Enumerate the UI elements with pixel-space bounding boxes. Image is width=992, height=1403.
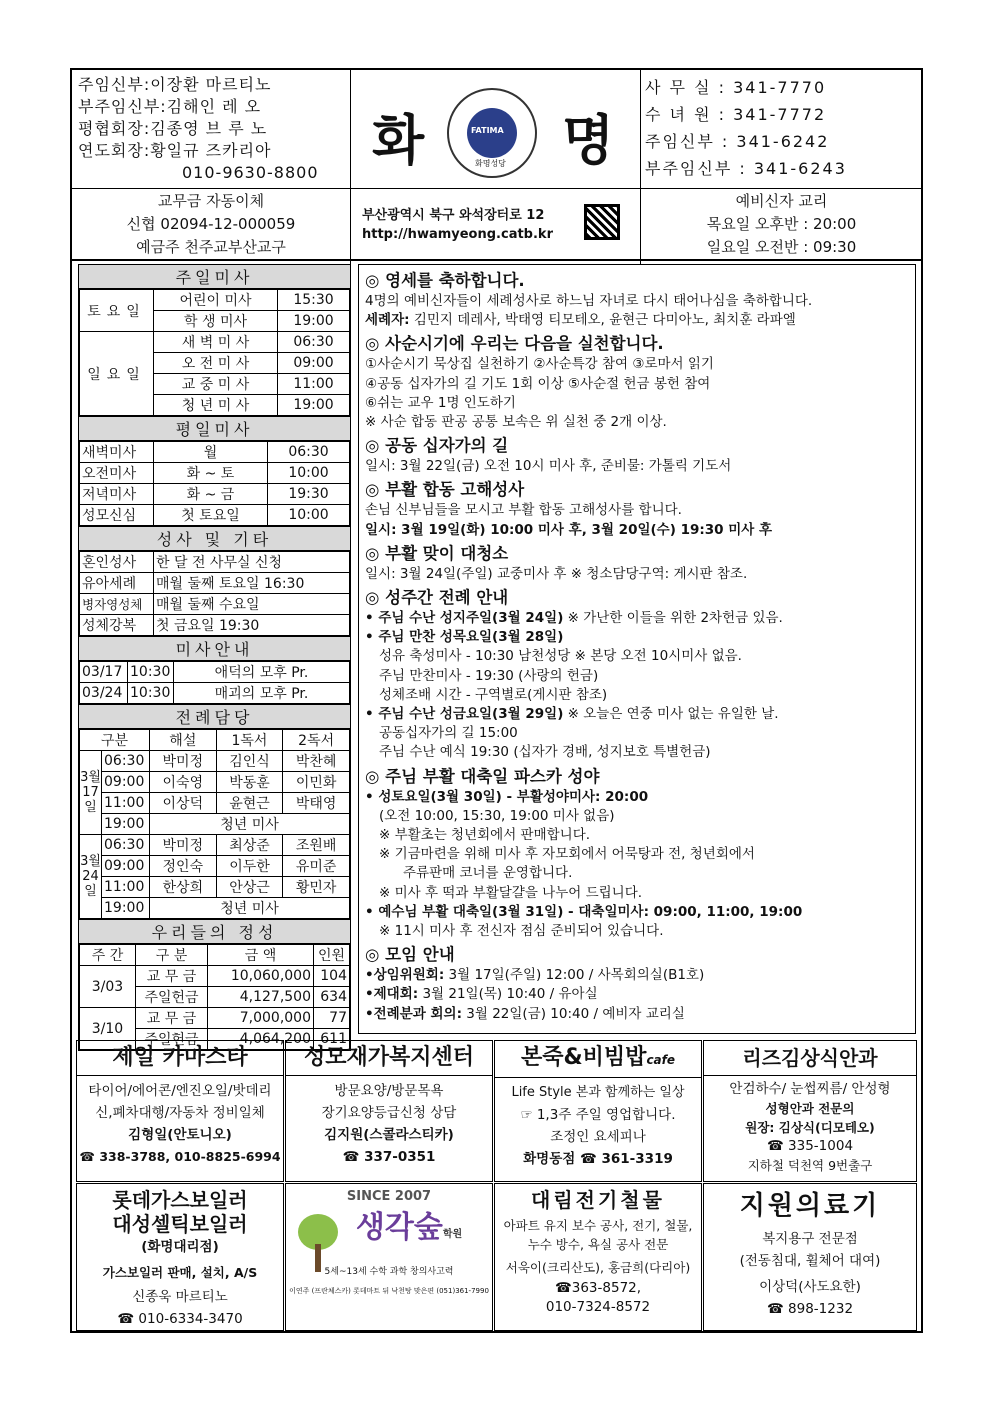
weekday-days: 월 (154, 442, 268, 463)
sacraments-table (79, 551, 350, 636)
intent-time: 10:30 (128, 662, 174, 683)
ad-title: 리즈김상식안과 (704, 1041, 916, 1076)
liturgy-commentator: 정인숙 (150, 856, 217, 877)
donation-account: 신협 02094-12-000059 (126, 215, 296, 233)
sun-mass-time: 09:00 (278, 353, 350, 374)
news-line: ⑥쉬는 교우 1명 인도하기 (365, 394, 516, 411)
offering-header: 인원 (314, 945, 350, 966)
liturgy-reader2: 조원배 (283, 835, 350, 856)
ad-line: Life Style 본과 함께하는 일상 (511, 1085, 685, 1100)
offering-amount: 4,064,200 (208, 1029, 314, 1050)
offering-type: 교 무 금 (136, 1008, 208, 1029)
ad-line: 이연주 (프란체스카) 롯데마트 뒤 낙천탕 맞은편 (051)361-7990 (289, 1287, 489, 1295)
ad-line: 서욱이(크리산도), 홍금희(다리아) (505, 1260, 691, 1275)
liturgy-time: 06:30 (102, 751, 150, 772)
phone-office: 사 무 실 : 341-7770 (645, 78, 827, 97)
weekday-label: 성모신심 (80, 505, 154, 526)
sat-mass-name: 학 생 미사 (154, 311, 278, 332)
news-line: • 주님 수난 성지주일(3월 24일) ※ 가난한 이들을 위한 2차헌금 있음. (365, 610, 783, 627)
ad-hardware (494, 1183, 702, 1331)
bulletin-frame (70, 68, 923, 1333)
liturgy-youth: 청년 미사 (150, 814, 350, 835)
ad-line: ☎ 335-1004 (766, 1138, 854, 1154)
news-line: 성유 축성미사 - 10:30 남천성당 ※ 본당 오전 10시미사 없음. (379, 648, 742, 665)
weekday-label: 오전미사 (80, 463, 154, 484)
news-line: 공동십자가의 길 15:00 (379, 725, 518, 742)
news-column (358, 264, 916, 1034)
ad-title: 지원의료기 (739, 1191, 881, 1221)
phone-priest: 주임신부 : 341-6242 (645, 132, 830, 151)
weekday-time: 10:00 (268, 505, 350, 526)
donation-info (72, 190, 350, 259)
news-line: 주님 수난 예식 19:30 (십자가 경배, 성지보호 특별헌금) (379, 744, 711, 761)
liturgy-commentator: 이숙영 (150, 772, 217, 793)
ad-title: 롯데가스보일러 (112, 1188, 248, 1212)
news-line: • 예수님 부활 대축일(3월 31일) - 대축일미사: 09:00, 11:00, 19:00 (365, 903, 803, 920)
sacrament-info: 한 달 전 사무실 신청 (154, 552, 350, 573)
ad-line: 화명동점 ☎ 361-3319 (523, 1151, 673, 1167)
ad-line: 안검하수/ 눈썹찌름/ 안성형 (729, 1081, 891, 1097)
ad-academy (285, 1183, 493, 1331)
title-left: 화 (372, 109, 425, 172)
weekday-days: 첫 토요일 (154, 505, 268, 526)
sun-label: 일요일 (80, 332, 154, 416)
donation-title: 교무금 자동이체 (157, 192, 265, 210)
liturgy-reader2: 유미준 (283, 856, 350, 877)
news-line: ①사순시기 묵상집 실천하기 ②사순특강 참여 ③로마서 읽기 (365, 356, 714, 373)
staff-phone: 010-9630-8800 (182, 163, 319, 182)
ad-line: (화명대리점) (141, 1239, 219, 1255)
ad-line: 아파트 유지 보수 공사, 전기, 철물, (503, 1218, 693, 1233)
liturgy-time: 09:00 (102, 772, 150, 793)
liturgy-commentator: 한상희 (150, 877, 217, 898)
ad-line: ☎ 010-6334-3470 (117, 1311, 243, 1327)
weekday-days: 화 ~ 토 (154, 463, 268, 484)
liturgy-commentator: 이상덕 (150, 793, 217, 814)
offering-count: 634 (314, 987, 350, 1008)
news-line: 세례자: 김민지 데레사, 박태영 티모테오, 윤현근 다미아노, 최치훈 라파엘 (365, 312, 796, 329)
ad-line: (전동침대, 휠체어 대여) (739, 1253, 881, 1269)
emblem-caption: 화명성당 (475, 159, 506, 168)
sacrament-label: 혼인성사 (80, 552, 154, 573)
catechumen-thu: 목요일 오후반 : 20:00 (706, 215, 857, 233)
ad-camaster (76, 1040, 284, 1182)
ad-title: SINCE 2007 (346, 1189, 432, 1204)
news-line: ※ 부활초는 청년회에서 판매합니다. (379, 827, 591, 844)
ad-line: ☎ 898-1232 (766, 1301, 854, 1317)
news-line: 일시: 3월 19일(화) 10:00 미사 후, 3월 20일(수) 19:30 미사 후 (365, 521, 773, 538)
ad-line: 지하철 덕천역 9번출구 (747, 1158, 873, 1173)
liturgy-header: 2독서 (283, 730, 350, 751)
news-line: 주님 만찬미사 - 19:30 (사랑의 헌금) (379, 667, 599, 684)
news-heading-cleaning: ◎ 부활 맞이 대청소 (365, 543, 509, 563)
offering-amount: 4,127,500 (208, 987, 314, 1008)
ad-title: 본죽&비빔밥cafe (495, 1041, 701, 1078)
ad-title: 성모재가복지센터 (286, 1041, 492, 1076)
weekday-time: 19:30 (268, 484, 350, 505)
ad-title: 대성셀틱보일러 (112, 1212, 248, 1236)
ad-line: 복지용구 전문점 (762, 1231, 858, 1247)
sacrament-info: 첫 금요일 19:30 (154, 615, 350, 636)
ad-line: 누수 방수, 욕실 공사 전문 (527, 1237, 669, 1252)
title-area (352, 70, 642, 190)
liturgy-date: 3월17일 (80, 751, 102, 835)
staff-council: 평협회장:김종영 브 루 노 (78, 119, 268, 138)
ad-medical (703, 1183, 917, 1331)
weekday-time: 06:30 (268, 442, 350, 463)
news-line: 4명의 예비신자들이 세례성사로 하느님 자녀로 다시 태어나심을 축하합니다. (365, 293, 813, 309)
qr-code-icon[interactable] (584, 204, 620, 240)
offering-type: 주일헌금 (136, 987, 208, 1008)
sacrament-info: 매월 둘째 토요일 16:30 (154, 573, 350, 594)
phone-convent: 수 녀 원 : 341-7772 (645, 105, 827, 124)
news-line: 주류판매 코너를 운영합니다. (403, 865, 573, 882)
ad-line: ☞ 1,3주 주일 영업합니다. (520, 1107, 676, 1123)
news-line: ※ 미사 후 떡과 부활달걀을 나누어 드립니다. (379, 884, 643, 901)
ad-line: 장기요양등급신청 상담 (321, 1105, 457, 1121)
ad-title: 제일 카마스타 (77, 1041, 283, 1076)
weekday-time: 10:00 (268, 463, 350, 484)
address: 부산광역시 북구 와석장터로 12 (362, 208, 545, 223)
liturgy-reader1: 박동훈 (216, 772, 283, 793)
news-line: ※ 사순 합동 판공 공통 보속은 위 실천 중 2개 이상. (365, 414, 667, 431)
sun-mass-name: 새 벽 미 사 (154, 332, 278, 353)
ad-eye-clinic (703, 1040, 917, 1182)
liturgy-reader2: 박찬혜 (283, 751, 350, 772)
news-line: •전례분과 회의: 3월 22일(금) 10:40 / 예비자 교리실 (365, 1005, 685, 1022)
staff-priest: 주임신부:이장환 마르티노 (78, 75, 272, 94)
ad-line: ☎363-8572, (554, 1280, 642, 1296)
sat-mass-time: 19:00 (278, 311, 350, 332)
ad-line: ☎ 338-3788, 010-8825-6994 (79, 1149, 281, 1164)
weekday-mass-table (79, 441, 350, 526)
news-heading-confession: ◎ 부활 합동 고해성사 (365, 480, 525, 500)
liturgy-title: 전례담당 (79, 704, 350, 729)
news-line: • 주님 만찬 성목요일(3월 28일) (365, 629, 564, 646)
liturgy-youth: 청년 미사 (150, 898, 350, 919)
news-line: •제대회: 3월 21일(목) 10:40 / 유아실 (365, 986, 598, 1003)
phone-assistant: 부주임신부 : 341-6243 (645, 159, 847, 178)
sacrament-label: 성체강복 (80, 615, 154, 636)
weekday-days: 화 ~ 금 (154, 484, 268, 505)
liturgy-reader1: 윤현근 (216, 793, 283, 814)
news-line: •상임위원회: 3월 17일(주일) 12:00 / 사목회의실(B1호) (365, 967, 705, 984)
offering-header: 주 간 (80, 945, 136, 966)
ad-line: 성형안과 전문의 (765, 1101, 855, 1116)
schedule-column (78, 264, 351, 1051)
liturgy-reader1: 이두한 (216, 856, 283, 877)
news-heading-stations: ◎ 공동 십자가의 길 (365, 436, 509, 456)
offerings-title: 우리들의 정성 (79, 919, 350, 944)
ad-line: 신,폐차대행/자동차 정비일체 (95, 1105, 265, 1121)
intent-group: 애덕의 모후 Pr. (174, 662, 350, 683)
address-block (362, 206, 632, 244)
offering-count: 611 (314, 1029, 350, 1050)
news-line: • 주님 수난 성금요일(3월 29일) ※ 오늘은 연중 미사 없는 유일한 날. (365, 706, 779, 723)
news-line: 손님 신부님들을 모시고 부활 합동 고해성사를 합니다. (365, 502, 682, 519)
tree-icon (298, 1214, 338, 1274)
sat-mass-time: 15:30 (278, 290, 350, 311)
liturgy-table (79, 729, 350, 919)
ad-welfare-center (285, 1040, 493, 1182)
offering-type: 주일헌금 (136, 1029, 208, 1050)
sun-mass-time: 06:30 (278, 332, 350, 353)
news-heading-lent: ◎ 사순시기에 우리는 다음을 실천합니다. (365, 334, 664, 354)
ad-line: 김지원(스콜라스티카) (324, 1127, 454, 1143)
news-line: (오전 10:00, 15:30, 19:00 미사 없음) (379, 807, 615, 824)
weekday-label: 저녁미사 (80, 484, 154, 505)
staff-list (78, 74, 346, 190)
intent-group: 매괴의 모후 Pr. (174, 683, 350, 704)
emblem-text: FATIMA (471, 126, 504, 135)
sunday-mass-title: 주일미사 (79, 265, 350, 289)
ad-line: 5세~13세 수학 과학 창의사고력 (324, 1267, 454, 1277)
ad-line: 010-7324-8572 (545, 1299, 651, 1315)
weekday-label: 새벽미사 (80, 442, 154, 463)
catechumen-info (642, 190, 921, 259)
news-line: ※ 11시 미사 후 전신자 점심 준비되어 있습니다. (379, 923, 664, 940)
liturgy-commentator: 박미정 (150, 751, 217, 772)
title-right: 명 (562, 109, 615, 172)
ad-line: 이상덕(사도요한) (759, 1279, 861, 1295)
news-heading-holy-week: ◎ 성주간 전례 안내 (365, 588, 509, 608)
ad-line: 가스보일러 판매, 설치, A/S (102, 1265, 258, 1280)
liturgy-time: 11:00 (102, 793, 150, 814)
offering-week: 3/03 (80, 966, 136, 1008)
sat-mass-name: 어린이 미사 (154, 290, 278, 311)
weekday-mass-title: 평일미사 (79, 416, 350, 441)
liturgy-commentator: 박미정 (150, 835, 217, 856)
sun-mass-name: 청 년 미 사 (154, 395, 278, 416)
sacraments-title: 성사 및 기타 (79, 526, 350, 551)
ad-boiler (76, 1183, 284, 1331)
news-line: 일시: 3월 22일(금) 오전 10시 미사 후, 준비물: 가톨릭 기도서 (365, 458, 732, 475)
liturgy-header: 해설 (150, 730, 217, 751)
mass-intent-table (79, 661, 350, 704)
sacrament-info: 매월 둘째 수요일 (154, 594, 350, 615)
ad-line: 김형일(안토니오) (128, 1127, 232, 1143)
liturgy-reader2: 박태영 (283, 793, 350, 814)
liturgy-header: 구분 (80, 730, 150, 751)
church-emblem-icon (447, 88, 537, 178)
ad-title: 대림전기철물 (531, 1188, 665, 1212)
ad-line: 조정인 요세피나 (550, 1129, 646, 1145)
staff-assistant: 부주임신부:김해인 레 오 (78, 97, 262, 116)
news-line: 일시: 3월 24일(주일) 교중미사 후 ※ 청소담당구역: 게시판 참조. (365, 565, 748, 582)
sun-mass-name: 오 전 미 사 (154, 353, 278, 374)
offering-count: 77 (314, 1008, 350, 1029)
offering-header: 구 분 (136, 945, 208, 966)
catechumen-sun: 일요일 오전반 : 09:30 (706, 238, 857, 256)
liturgy-reader2: 이민화 (283, 772, 350, 793)
liturgy-time: 19:00 (102, 898, 150, 919)
liturgy-reader1: 김인식 (216, 751, 283, 772)
sat-label: 토요일 (80, 290, 154, 332)
intent-date: 03/17 (80, 662, 128, 683)
sun-mass-name: 교 중 미 사 (154, 374, 278, 395)
liturgy-reader1: 안상근 (216, 877, 283, 898)
liturgy-date: 3월24일 (80, 835, 102, 919)
news-line: • 성토요일(3월 30일) - 부활성야미사: 20:00 (365, 788, 649, 805)
ad-line: 신종욱 마르티노 (132, 1289, 228, 1305)
sacrament-label: 병자영성체 (80, 594, 154, 615)
offerings-table (79, 944, 350, 1050)
intent-date: 03/24 (80, 683, 128, 704)
news-heading-easter-vigil: ◎ 주님 부활 대축일 파스카 성야 (365, 766, 600, 786)
offering-amount: 7,000,000 (208, 1008, 314, 1029)
liturgy-reader1: 최상준 (216, 835, 283, 856)
phone-list (645, 74, 915, 182)
offering-count: 104 (314, 966, 350, 987)
ad-line: 방문요양/방문목욕 (334, 1083, 444, 1099)
academy-brand: 생각숲학원 (355, 1210, 463, 1245)
ad-line: 원장: 김상식(디모테오) (745, 1120, 875, 1135)
news-heading-meetings: ◎ 모임 안내 (365, 945, 455, 965)
sun-mass-time: 11:00 (278, 374, 350, 395)
liturgy-time: 06:30 (102, 835, 150, 856)
sun-mass-time: 19:00 (278, 395, 350, 416)
news-line: 성체조배 시간 - 구역별로(게시판 참조) (379, 686, 608, 703)
offering-week: 3/10 (80, 1008, 136, 1050)
catechumen-title: 예비신자 교리 (735, 192, 828, 210)
liturgy-reader2: 황민자 (283, 877, 350, 898)
website-link[interactable]: http://hwamyeong.catb.kr (362, 227, 553, 242)
mass-intent-title: 미사안내 (79, 636, 350, 661)
liturgy-time: 19:00 (102, 814, 150, 835)
news-heading-baptism: ◎ 영세를 축하합니다. (365, 271, 525, 290)
offering-amount: 10,060,000 (208, 966, 314, 987)
ad-bonjuk (494, 1040, 702, 1182)
news-line: ④공동 십자가의 길 기도 1회 이상 ⑤사순절 헌금 봉헌 참여 (365, 375, 711, 392)
offering-header: 금 액 (208, 945, 314, 966)
staff-prayer: 연도회장:황일규 즈카리아 (78, 141, 272, 160)
ad-line: 타이어/에어콘/엔진오일/밧데리 (88, 1083, 272, 1099)
liturgy-time: 09:00 (102, 856, 150, 877)
offering-type: 교 무 금 (136, 966, 208, 987)
liturgy-header: 1독서 (216, 730, 283, 751)
donation-holder: 예금주 천주교부산교구 (136, 238, 286, 256)
sunday-mass-table (79, 289, 350, 416)
sacrament-label: 유아세례 (80, 573, 154, 594)
liturgy-time: 11:00 (102, 877, 150, 898)
intent-time: 10:30 (128, 683, 174, 704)
news-line: ※ 기금마련을 위해 미사 후 자모회에서 어묵탕과 전, 청년회에서 (379, 846, 755, 863)
ad-line: ☎ 337-0351 (342, 1149, 436, 1165)
